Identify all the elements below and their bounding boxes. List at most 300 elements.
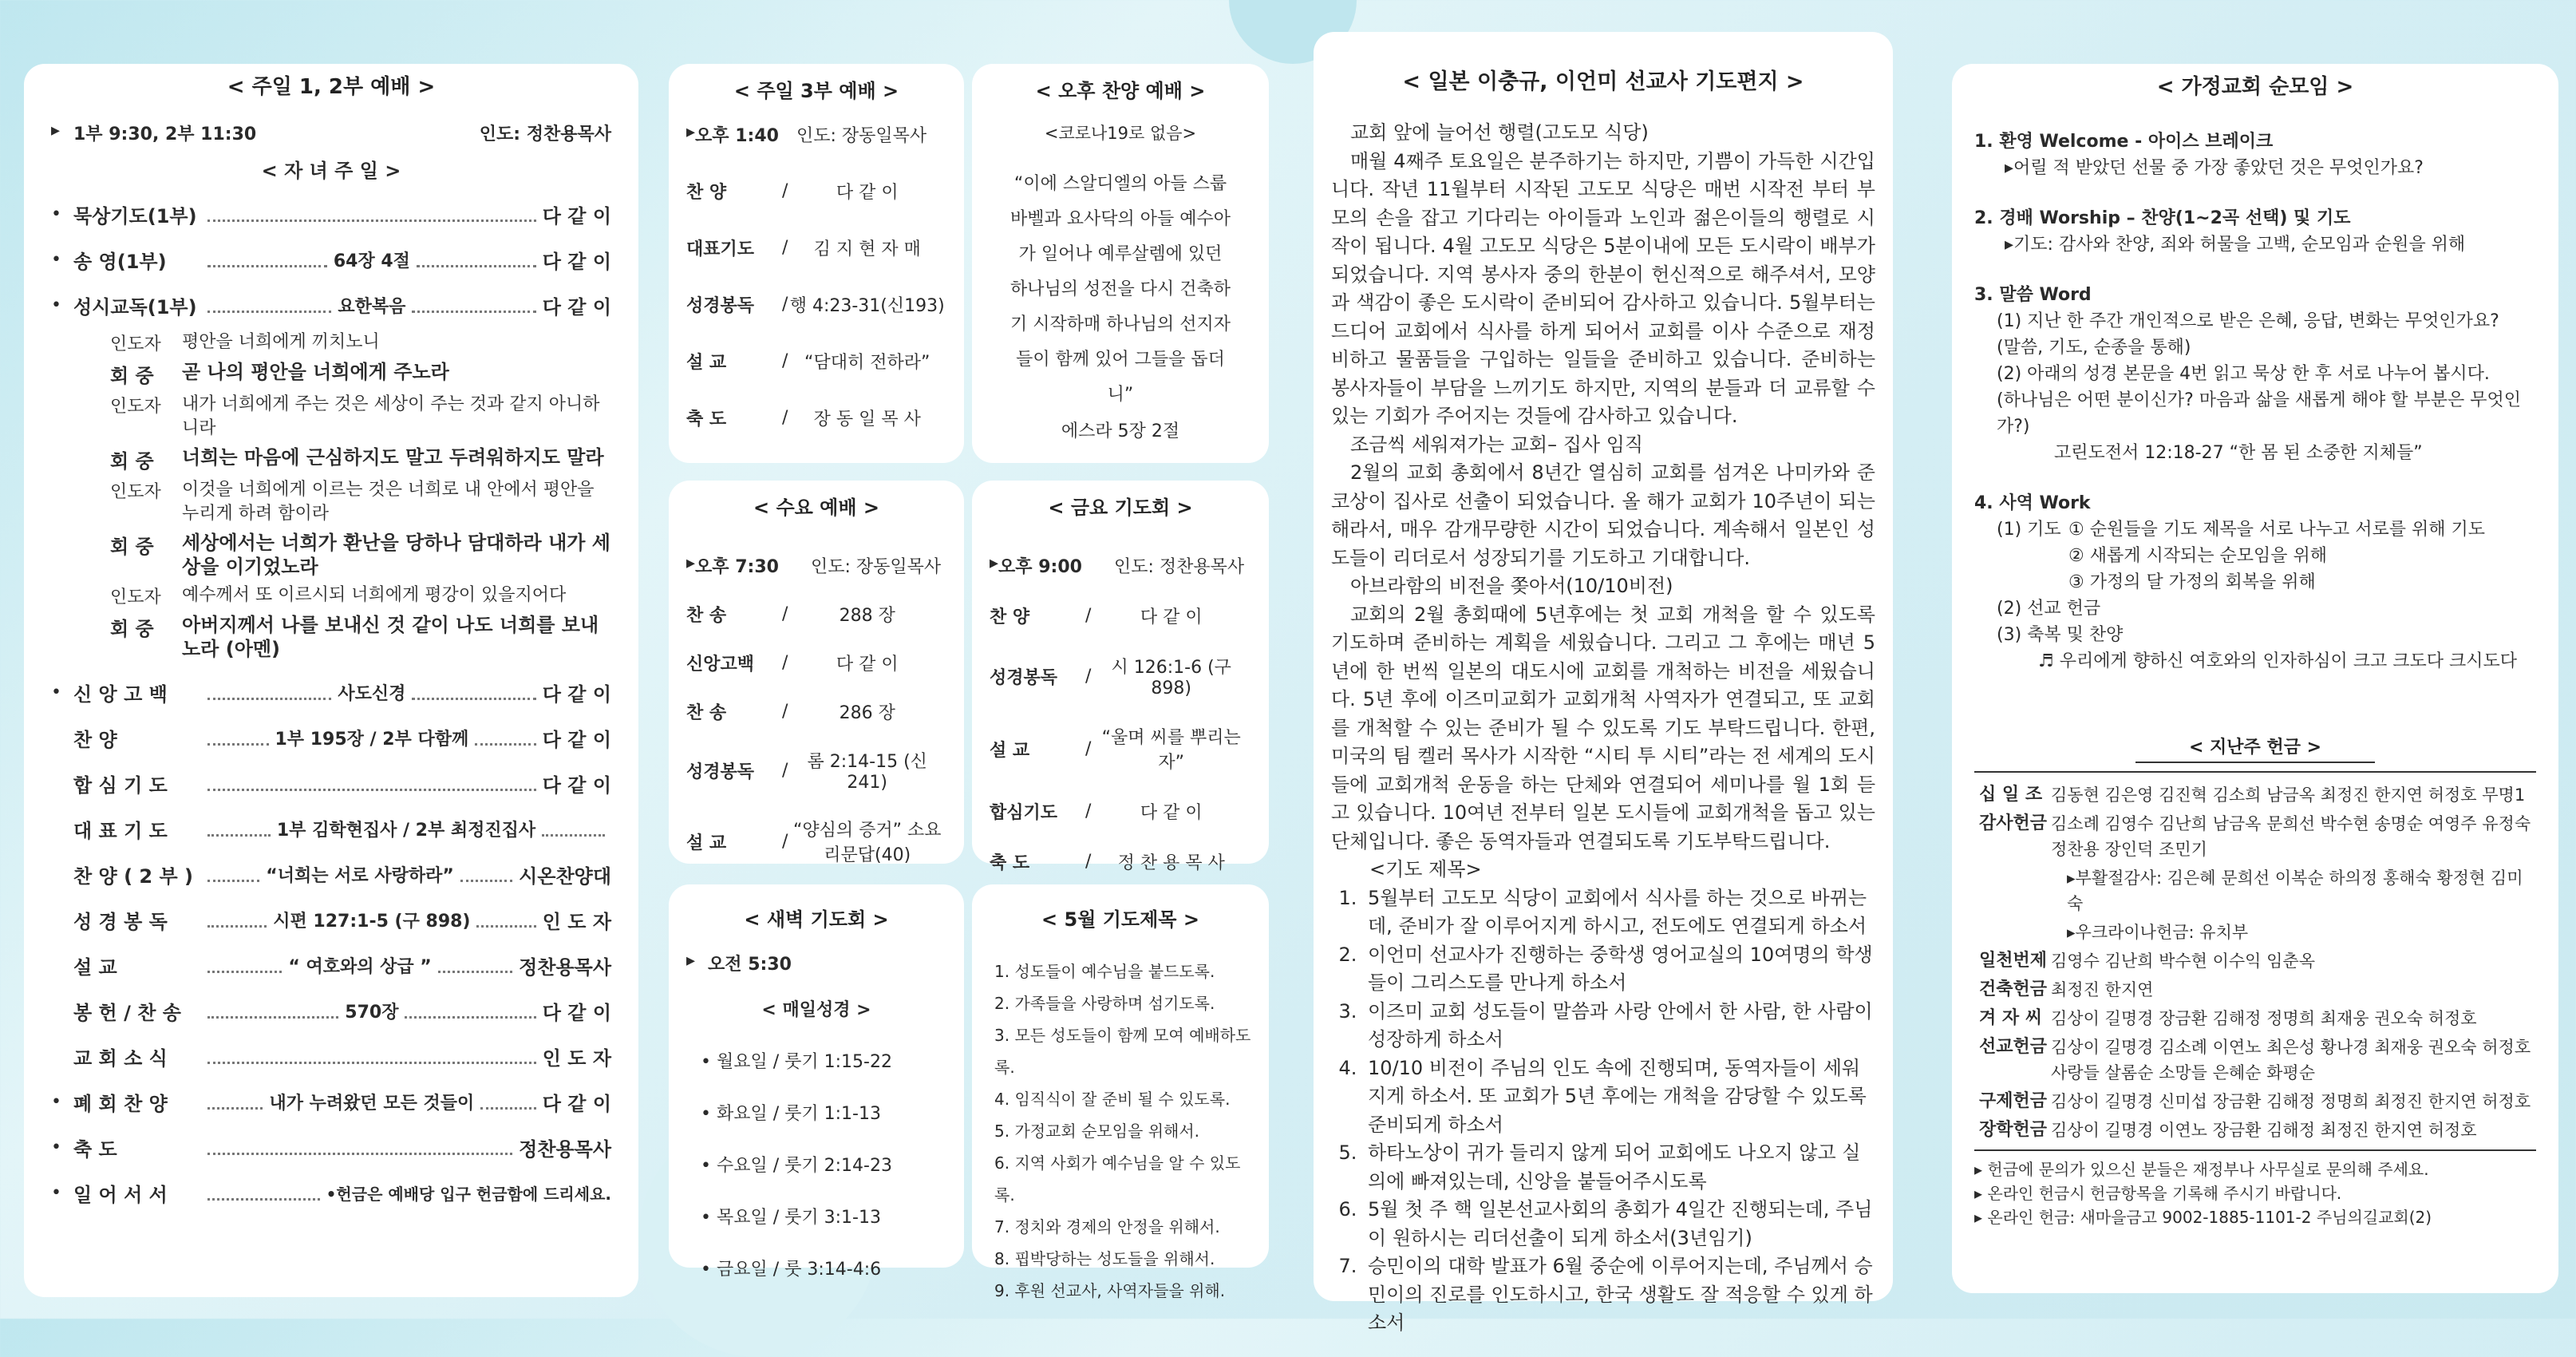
prayer-heading: <기도 제목> [1369,858,1482,880]
prayer-request: 4. 10/10 비전이 주님의 인도 속에 진행되며, 동역자들이 세워지게 하소서. 또 교회가 5년 후에는 개척을 감당할 수 있도록 준비되게 하소서 [1363,1054,1875,1140]
order-value: 시편 127:1-5 (구 898) [273,912,471,932]
arrow-icon: ▸ [51,121,61,140]
responsive-text: 이것을 너희에게 이르는 것은 너희로 내 안에서 평안을 누리게 하려 함이라 [182,480,595,524]
order-value: 288 장 [839,606,895,626]
slash-divider: / [782,760,788,781]
order-row [51,860,611,888]
order-row [990,603,1251,628]
order-value: “담대히 전하라” [804,353,930,373]
order-label: 일 어 서 서 [73,1184,168,1206]
order-label: 묵상기도(1부) [73,205,197,227]
service-leader: 인도: 장동일목사 [810,557,942,577]
para-heading: 조금씩 세워져가는 교회– 집사 임직 [1350,433,1644,456]
offering-row [1979,948,2531,974]
responsive-text: 아버지께서 나를 보내신 것 같이 나도 너희를 보내노라 (아멘) [182,614,599,660]
dot-leader [542,822,605,837]
service-leader: 인도: 장동일목사 [796,126,927,146]
slash-divider: / [782,295,788,315]
order-value: 64장 4절 [333,251,410,271]
section-title: < 5월 기도제목 > [1041,908,1199,931]
dot-leader [207,686,331,700]
dot-leader [475,731,536,746]
responsive-text: 곧 나의 평안을 너희에게 주노라 [182,361,449,383]
offering-label [1979,865,2051,916]
order-label: 찬 양 ( 2 부 ) [73,865,193,888]
slash-divider: / [1085,606,1092,626]
order-value: 요한복음 [338,297,406,317]
step-word: 3. 말씀 Word [1974,285,2092,305]
order-label: 축 도 [73,1138,117,1161]
dot-leader [207,1004,338,1019]
responsive-text: 너희는 마음에 근심하지도 말고 두려워하지도 말라 [182,446,604,469]
wednesday-card [669,481,964,864]
daily-reading [686,1048,946,1073]
dot-leader [207,913,267,928]
order-label: 축 도 [990,853,1030,873]
order-who: 다 같 이 [542,251,612,273]
order-row [51,1133,611,1161]
order-label: 대 표 기 도 [73,820,168,842]
order-row [51,769,611,797]
dot-leader [417,253,536,267]
reading-text: 목요일 / 룻기 3:1-13 [716,1208,881,1228]
order-value: “너희는 서로 사랑하라” [266,866,454,886]
offering-row [1979,1035,2531,1086]
daily-reading [686,1152,946,1177]
section-title: < 새벽 기도회 > [744,908,889,931]
section-title: < 오후 찬양 예배 > [1035,80,1206,102]
arrow-icon: ▸ [686,553,696,573]
dot-leader [412,299,535,313]
order-row [51,1042,611,1070]
dot-leader [207,208,536,222]
order-who: 다 같 이 [542,774,611,797]
bullet-icon: • [51,1183,61,1203]
offering-row [1979,811,2531,862]
prayer-item: 2. 가족들을 사랑하며 섬기도록. [994,994,1215,1013]
arrow-icon: ▸ [2005,158,2014,178]
step-text: ③ 가정의 달 가정의 회복을 위해 [2068,572,2316,592]
order-label: 성 경 봉 독 [73,911,168,933]
responsive-who: 회 중 [110,618,154,640]
dot-leader [405,1004,535,1019]
slash-divider: / [782,181,788,201]
dot-leader [207,1095,263,1110]
order-value: “울며 씨를 뿌리는 자” [1101,728,1241,773]
order-label: 찬 송 [686,703,727,723]
step-text: (1) 지난 한 주간 개인적으로 받은 은혜, 응답, 변화는 무엇인가요? [1997,311,2499,331]
order-value: 장 동 일 목 사 [813,409,921,429]
step-text: (말씀, 기도, 순종을 통해) [1997,338,2191,358]
order-label: 성시교독(1부) [73,296,197,318]
responsive-line [110,478,611,526]
step-text: 우리에게 향하신 여호와의 인자하심이 크고 크도다 크시도다 [2059,651,2517,671]
order-who: 인 도 자 [542,911,611,933]
offering-note: ▸ 온라인 헌금시 헌금항목을 기록해 주시기 바랍니다. [1974,1184,2342,1203]
arrow-icon: ▸ [686,951,696,971]
prayer-item: 1. 성도들이 예수님을 붙드도록. [994,962,1215,981]
prayer-request: 3. 이즈미 교회 성도들이 말씀과 사랑 안에서 한 사람, 한 사람이 성장하게 하소서 [1363,998,1875,1054]
responsive-who: 회 중 [110,536,154,558]
responsive-line [110,445,611,473]
bullet-icon: • [701,1208,717,1228]
dot-leader [480,1095,535,1110]
order-who: 다 같 이 [542,1002,612,1024]
verse-text: “이에 스알디엘의 아들 스룹바벨과 요사닥의 아들 예수아가 일어나 예루살렘에 있던 하나님의 성전을 다시 건축하기 시작하매 하나님의 선지자들이 함께 있어 그들을 돕더니” [1009,174,1231,405]
para-body: 교회의 2월 총회때에 5년후에는 첫 교회 개척을 할 수 있도록 기도하며 준비하는 계획을 세웠습니다. 그리고 그 후에는 매년 5년에 한 번씩 일본의 대도시에 교회를 개척하는 비전을 세웠습니다. 5년 후에 이즈미교회가 교회개척 사역자가 연결되고, 또 교회를 개척할 수 있는 준비가 될 수 있도록 기도 부탁드립니다. 한편, 미국의 팀 켈러 목사가 시작한 “시티 투 시티”라는 전 세계의 도시들에 교회개척 운동을 하는 단체와 연결되어 세미나를 월 1회 듣고 있습니다. 10여년 전부터 일본 도시들에 교회개척을 돕고 있는 단체입니다. 좋은 동역자들과 연결되도록 기도부탁드립니다. [1331,603,1875,853]
bullet-icon: • [51,1092,61,1112]
prayer-request: 2. 이언미 선교사가 진행하는 중학생 영어교실의 10여명의 학생들이 그리스도를 만나게 하소서 [1363,941,1875,998]
arrow-icon: ▸ [2005,235,2014,255]
order-label: 설 교 [990,740,1030,761]
offering-row [1979,1089,2531,1114]
slash-divider: / [782,653,788,673]
para-body: 매월 4째주 토요일은 분주하기는 하지만, 기쁨이 가득한 시간입니다. 작년 11월부터 시작된 고도모 식당은 매번 시작전 부터 부모의 손을 잡고 기다리는 아이들과 노인과 젊은이들의 행렬로 시작이 됩니다. 4월 고도모 식당은 5분이내에 모든 도시락이 배부가 되었습니다. 지역 봉사자 중의 한분이 헌신적으로 해주셔서, 모양과 색감이 좋은 도시락이 준비되어 감사하고 있습니다. 5월부터는 드디어 교회에서 식사를 하게 되어서 교회를 이사 수준으로 재정비하고 물품들을 구입하는 일들을 준비하고 있습니다. 준비하는 봉사자들이 부담을 느끼기도 하지만, 지역의 분들과 더 교류할 수 있는 기회가 주어지는 것들에 감사하고 있습니다. [1331,149,1875,427]
prayer-item: 4. 임직식이 잘 준비 될 수 있도록. [994,1090,1231,1109]
order-label: 송 영(1부) [73,251,167,273]
responsive-line [110,330,611,355]
order-label: 찬 양 [73,729,117,751]
offering-label: 감사헌금 [1979,813,2048,833]
daily-reading [686,1204,946,1228]
daily-reading [686,1256,946,1280]
reading-text: 화요일 / 룻기 1:1-13 [716,1104,881,1124]
service-time: 오전 5:30 [708,955,792,975]
prayer-item: 9. 후원 선교사, 사역자들을 위해. [994,1281,1226,1300]
order-row [51,291,611,319]
order-value: 행 4:23-31(신193) [789,296,945,316]
offering-label: 장학헌금 [1979,1120,2048,1140]
prayer-request: 7. 승민이의 대학 발표가 6월 중순에 이루어지는데, 주님께서 승민이의 진로를 인도하시고, 한국 생활도 잘 적응할 수 있게 하소서 [1363,1252,1875,1338]
order-label: 찬 양 [686,183,727,203]
responsive-who: 인도자 [110,334,161,354]
arrow-icon: ▸ [990,553,999,573]
order-label: 폐 회 찬 양 [73,1093,168,1115]
daily-reading [686,1100,946,1125]
offering-table [1974,771,2536,1151]
responsive-line [110,360,611,388]
prayer-item: 3. 모든 성도들이 함께 모여 예배하도록. [994,1026,1251,1077]
house-church-card [1952,64,2558,1293]
dot-leader [207,253,327,267]
order-row [990,724,1251,773]
slash-divider: / [782,831,788,852]
offering-row [1979,920,2531,945]
prayer-item: 8. 핍박당하는 성도들을 위해서. [994,1249,1215,1268]
bullet-icon: • [701,1156,717,1176]
order-label: 대표기도 [686,239,755,259]
order-who: 다 같 이 [542,683,611,706]
order-row [51,951,611,979]
step-text: 어릴 적 받았던 선물 중 가장 좋았던 것은 무엇인가요? [2013,158,2424,178]
offering-label [1979,920,2051,945]
bullet-icon: • [51,682,61,702]
offering-label: 선교헌금 [1979,1037,2048,1057]
missionary-letter-card [1314,32,1893,1334]
order-row [51,1179,611,1207]
order-label: 성경봉독 [686,762,755,782]
responsive-text: 세상에서는 너희가 환난을 당하나 담대하라 내가 세상을 이기었노라 [182,532,610,578]
offering-row [1979,977,2531,1003]
order-row [686,406,946,430]
order-value: 570장 [345,1003,399,1023]
friday-prayer-card [972,481,1269,873]
para-heading: 교회 앞에 늘어선 행렬(고도모 식당) [1350,121,1649,144]
responsive-line [110,613,611,661]
slash-divider: / [782,238,788,258]
offering-note: ▸ 온라인 헌금: 새마을금고 9002-1885-1101-2 주님의길교회(2) [1974,1208,2432,1227]
order-row [686,292,946,317]
dot-leader [207,868,259,882]
dot-leader [207,822,271,837]
order-value: 다 같 이 [1140,803,1203,823]
order-who: 시온찬양대 [519,865,611,888]
dot-leader [207,1141,512,1155]
step-text: (3) 축복 및 찬양 [1997,625,2124,645]
section-title: < 금요 기도회 > [1048,497,1193,519]
slash-divider: / [782,604,788,624]
dawn-prayer-card [669,884,964,1280]
order-row [990,849,1251,874]
bullet-icon: • [701,1104,717,1124]
step-text: 기도: 감사와 찬양, 죄와 허물을 고백, 순모임과 순원을 위해 [2013,235,2466,255]
order-value: 김 지 현 자 매 [813,239,921,259]
offering-label: 십 일 조 [1979,785,2043,805]
order-value: 1부 195장 / 2부 다함께 [275,730,469,750]
section-title: < 가정교회 순모임 > [2156,75,2354,99]
offering-row [1979,865,2531,916]
order-row [686,602,946,627]
section-title: < 일본 이충규, 이언미 선교사 기도편지 > [1402,69,1804,94]
responsive-line [110,531,611,579]
service-leader: 인도: 정찬용목사 [1113,557,1245,577]
bullet-icon: • [51,204,61,224]
order-row [51,997,611,1025]
offering-names: 김상이 길명경 신미섭 장금환 김해정 정명희 최정진 한지연 허정호 [2051,1092,2531,1111]
dot-leader [412,686,535,700]
prayer-request: 5. 하타노상이 귀가 들리지 않게 되어 교회에도 나오지 않고 실의에 빠져있는데, 신앙을 붙들어주시도록 [1363,1139,1875,1196]
step-worship: 2. 경배 Worship – 찬양(1~2곡 선택) 및 기도 [1974,208,2351,228]
may-prayer-card [972,884,1269,1300]
dot-leader [438,959,512,973]
offering-names: 김영수 김난희 박수현 이수익 임춘옥 [2051,951,2315,971]
order-value: 시 126:1-6 (구 898) [1111,658,1231,698]
step-text: ② 새롭게 시작되는 순모임을 위해 [2068,546,2327,566]
responsive-text: 평안을 너희에게 끼치노니 [182,332,380,352]
order-label: 봉 헌 / 찬 송 [73,1002,181,1024]
step-work: 4. 사역 Work [1974,493,2091,513]
step-text: (2) 아래의 성경 본문을 4번 읽고 묵상 한 후 서로 나누어 봅시다. [1997,364,2490,384]
slash-divider: / [782,702,788,722]
order-row [686,748,946,793]
slash-divider: / [782,351,788,371]
bullet-icon: • [701,1260,717,1280]
section-title: < 수요 예배 > [753,497,880,519]
order-value: 286 장 [839,703,895,723]
order-label: 설 교 [73,956,117,979]
order-row [990,654,1251,698]
step-text: (1) 기도 [1997,520,2061,540]
order-value: 다 같 이 [836,183,899,203]
offering-note: ▸ 헌금에 문의가 있으신 분들은 재정부나 사무실로 문의해 주세요. [1974,1160,2429,1179]
order-label: 성경봉독 [990,667,1058,688]
order-row [51,724,611,752]
order-row [51,678,611,706]
service-time: 1부 9:30, 2부 11:30 [73,125,257,144]
dot-leader [207,959,282,973]
order-row [686,699,946,724]
music-note-icon: ♬ [2038,651,2060,671]
order-who: 다 같 이 [542,729,611,751]
order-label: 합 심 기 도 [73,774,168,797]
order-who: 다 같 이 [542,205,611,227]
section-title: < 주일 3부 예배 > [733,80,899,102]
bullet-icon: • [51,1137,61,1157]
dot-leader [460,868,512,882]
order-row [686,817,946,866]
cancel-note: <코로나19로 없음> [1044,124,1197,143]
order-label: 성경봉독 [686,296,755,316]
step-text: 고린도전서 12:18-27 “한 몸 된 소중한 지체들” [2054,443,2423,463]
offering-label: 건축헌금 [1979,979,2048,999]
service-time: 오후 9:00 [998,557,1082,577]
order-label: 신앙고백 [686,655,755,675]
slash-divider: / [1085,738,1092,759]
order-label: 신 앙 고 백 [73,683,168,706]
reading-text: 월요일 / 룻기 1:15-22 [716,1052,892,1072]
responsive-line [110,393,611,441]
offering-names: 최정진 한지연 [2051,980,2154,999]
offering-row [1979,782,2531,808]
prayer-item: 5. 가정교회 순모임을 위해서. [994,1122,1200,1141]
para-heading: 아브라함의 비전을 쫒아서(10/10비전) [1350,575,1673,597]
reading-text: 수요일 / 룻기 2:14-23 [716,1156,892,1176]
slash-divider: / [782,408,788,428]
prayer-request: 6. 5월 첫 주 핵 일본선교사회의 총회가 4일간 진행되는데, 주님이 원하시는 리더선출이 되게 하소서(3년임기) [1363,1196,1875,1252]
offering-names: 김상이 길명경 이연노 장금환 김해정 최정진 한지연 허정호 [2051,1121,2477,1140]
offering-title: < 지난주 헌금 > [2188,738,2322,758]
prayer-request: 1. 5월부터 고도모 식당이 교회에서 식사를 하는 것으로 바뀌는데, 준비가 잘 이루어지게 하시고, 전도에도 연결되게 하소서 [1363,884,1875,941]
section-title: < 주일 1, 2부 예배 > [227,75,436,99]
responsive-text: 내가 너희에게 주는 것은 세상이 주는 것과 같지 아니하니라 [182,394,600,438]
order-value: 다 같 이 [1140,607,1203,627]
sunday-1-2-card [24,64,638,1297]
bullet-icon: • [701,1052,717,1072]
order-row [51,246,611,274]
order-row [51,815,611,843]
children-sunday-title: < 자 녀 주 일 > [261,160,401,182]
step-welcome: 1. 환영 Welcome - 아이스 브레이크 [1974,132,2274,152]
offering-label: 구제헌금 [1979,1091,2048,1111]
order-row [990,799,1251,824]
dot-leader [207,777,536,791]
order-value: “ 여호와의 상급 ” [288,957,432,977]
order-label: 찬 양 [990,607,1030,627]
order-who: 다 같 이 [542,1093,611,1115]
slash-divider: / [1085,852,1092,872]
order-who: 정찬용목사 [519,1138,611,1161]
bullet-icon: • [51,250,61,270]
prayer-item: 6. 지역 사회가 예수님을 알 수 있도록. [994,1153,1241,1205]
step-text: (2) 선교 헌금 [1997,599,2101,619]
order-value: 1부 김학현집사 / 2부 최정진집사 [276,821,536,841]
responsive-who: 인도자 [110,588,161,607]
responsive-line [110,584,611,608]
order-value: 정 찬 용 목 사 [1117,853,1225,873]
dot-leader [476,913,535,928]
responsive-who: 회 중 [110,450,154,473]
order-label: 설 교 [686,833,727,853]
order-row [51,200,611,228]
dot-leader [207,299,331,313]
responsive-text: 예수께서 또 이르시되 너희에게 평강이 있을지어다 [182,585,567,605]
bullet-icon: • [51,295,61,315]
offering-names: 김동현 김은영 김진혁 김소희 남금옥 최정진 한지연 허정호 무명1 [2051,785,2526,805]
order-row [51,906,611,934]
slash-divider: / [1085,666,1092,686]
offering-names: 김상이 길명경 장금환 김해정 정명희 최재웅 권오숙 허정호 [2051,1009,2477,1028]
step-text: (하나님은 어떤 분이신가? 마음과 삶을 새롭게 해야 할 부분은 무엇인가?) [1997,390,2522,437]
offering-names: ▸부활절감사: 김은혜 문희선 이복순 하의정 홍해숙 황정현 김미숙 [2067,868,2523,913]
service-time: 오후 1:40 [695,126,779,146]
order-row [686,349,946,374]
title-underline [2135,762,2375,763]
order-label: 설 교 [686,353,727,373]
offering-row [1979,1006,2531,1031]
offering-label: 겨 자 씨 [1979,1008,2043,1028]
order-label: 교 회 소 식 [73,1047,168,1070]
service-leader: 인도: 정찬용목사 [479,125,611,144]
order-row [686,179,946,204]
dot-leader [207,1186,320,1201]
prayer-item: 7. 정치와 경제의 안정을 위해서. [994,1217,1220,1236]
offering-label: 일천번제 [1979,951,2048,971]
responsive-who: 인도자 [110,482,161,502]
sunday-3-card [669,64,964,463]
verse-ref: 에스라 5장 2절 [1061,421,1180,441]
dot-leader [207,1050,536,1064]
daily-bible-title: < 매일성경 > [761,1000,871,1020]
order-value: 내가 누려왔던 모든 것들이 [269,1094,475,1114]
responsive-who: 인도자 [110,397,161,417]
slash-divider: / [1085,801,1092,821]
responsive-who: 회 중 [110,365,154,387]
order-value: 다 같 이 [836,655,899,675]
order-label: 축 도 [686,409,727,429]
order-value: 롬 2:14-15 (신241) [807,752,927,793]
order-who: 정찬용목사 [519,956,611,979]
order-row [686,651,946,675]
arrow-icon: ▸ [686,122,696,142]
order-who: 다 같 이 [542,296,611,318]
dot-leader [207,731,269,746]
step-text: ① 순원들을 기도 제목을 서로 나누고 서로를 위해 기도 [2068,520,2485,540]
offering-names: 김상이 길명경 김소례 이연노 최은성 황나경 최재웅 권오숙 허정호 사랑들 살롬순 소망들 은혜순 화평순 [2051,1038,2531,1082]
offering-row [1979,1118,2531,1143]
order-who: •헌금은 예배당 입구 헌금함에 드리세요. [326,1185,611,1204]
offering-names: 김소례 김영수 김난희 남금옥 문희선 박수현 송명순 여영주 유정숙 정찬용 장인덕 조민기 [2051,814,2531,859]
order-value: “양심의 증거” 소요리문답(40) [792,821,942,865]
service-time: 오후 7:30 [695,557,779,577]
order-row [686,235,946,260]
order-value: 사도신경 [338,684,406,704]
order-who: 인 도 자 [542,1047,611,1070]
order-label: 합심기도 [990,803,1058,823]
order-label: 찬 송 [686,606,727,626]
order-row [51,1088,611,1116]
reading-text: 금요일 / 룻 3:14-4:6 [716,1260,882,1280]
para-body: 2월의 교회 총회에서 8년간 열심히 교회를 섬겨온 나미카와 준코상이 집사로 선출이 되었습니다. 올 해가 교회가 10주년이 되는 해라서, 매우 감개무량한 시간이 되었습니다. 계속해서 일본인 성도들이 리더로서 성장되기를 기도하고 기대합니다. [1331,461,1875,569]
